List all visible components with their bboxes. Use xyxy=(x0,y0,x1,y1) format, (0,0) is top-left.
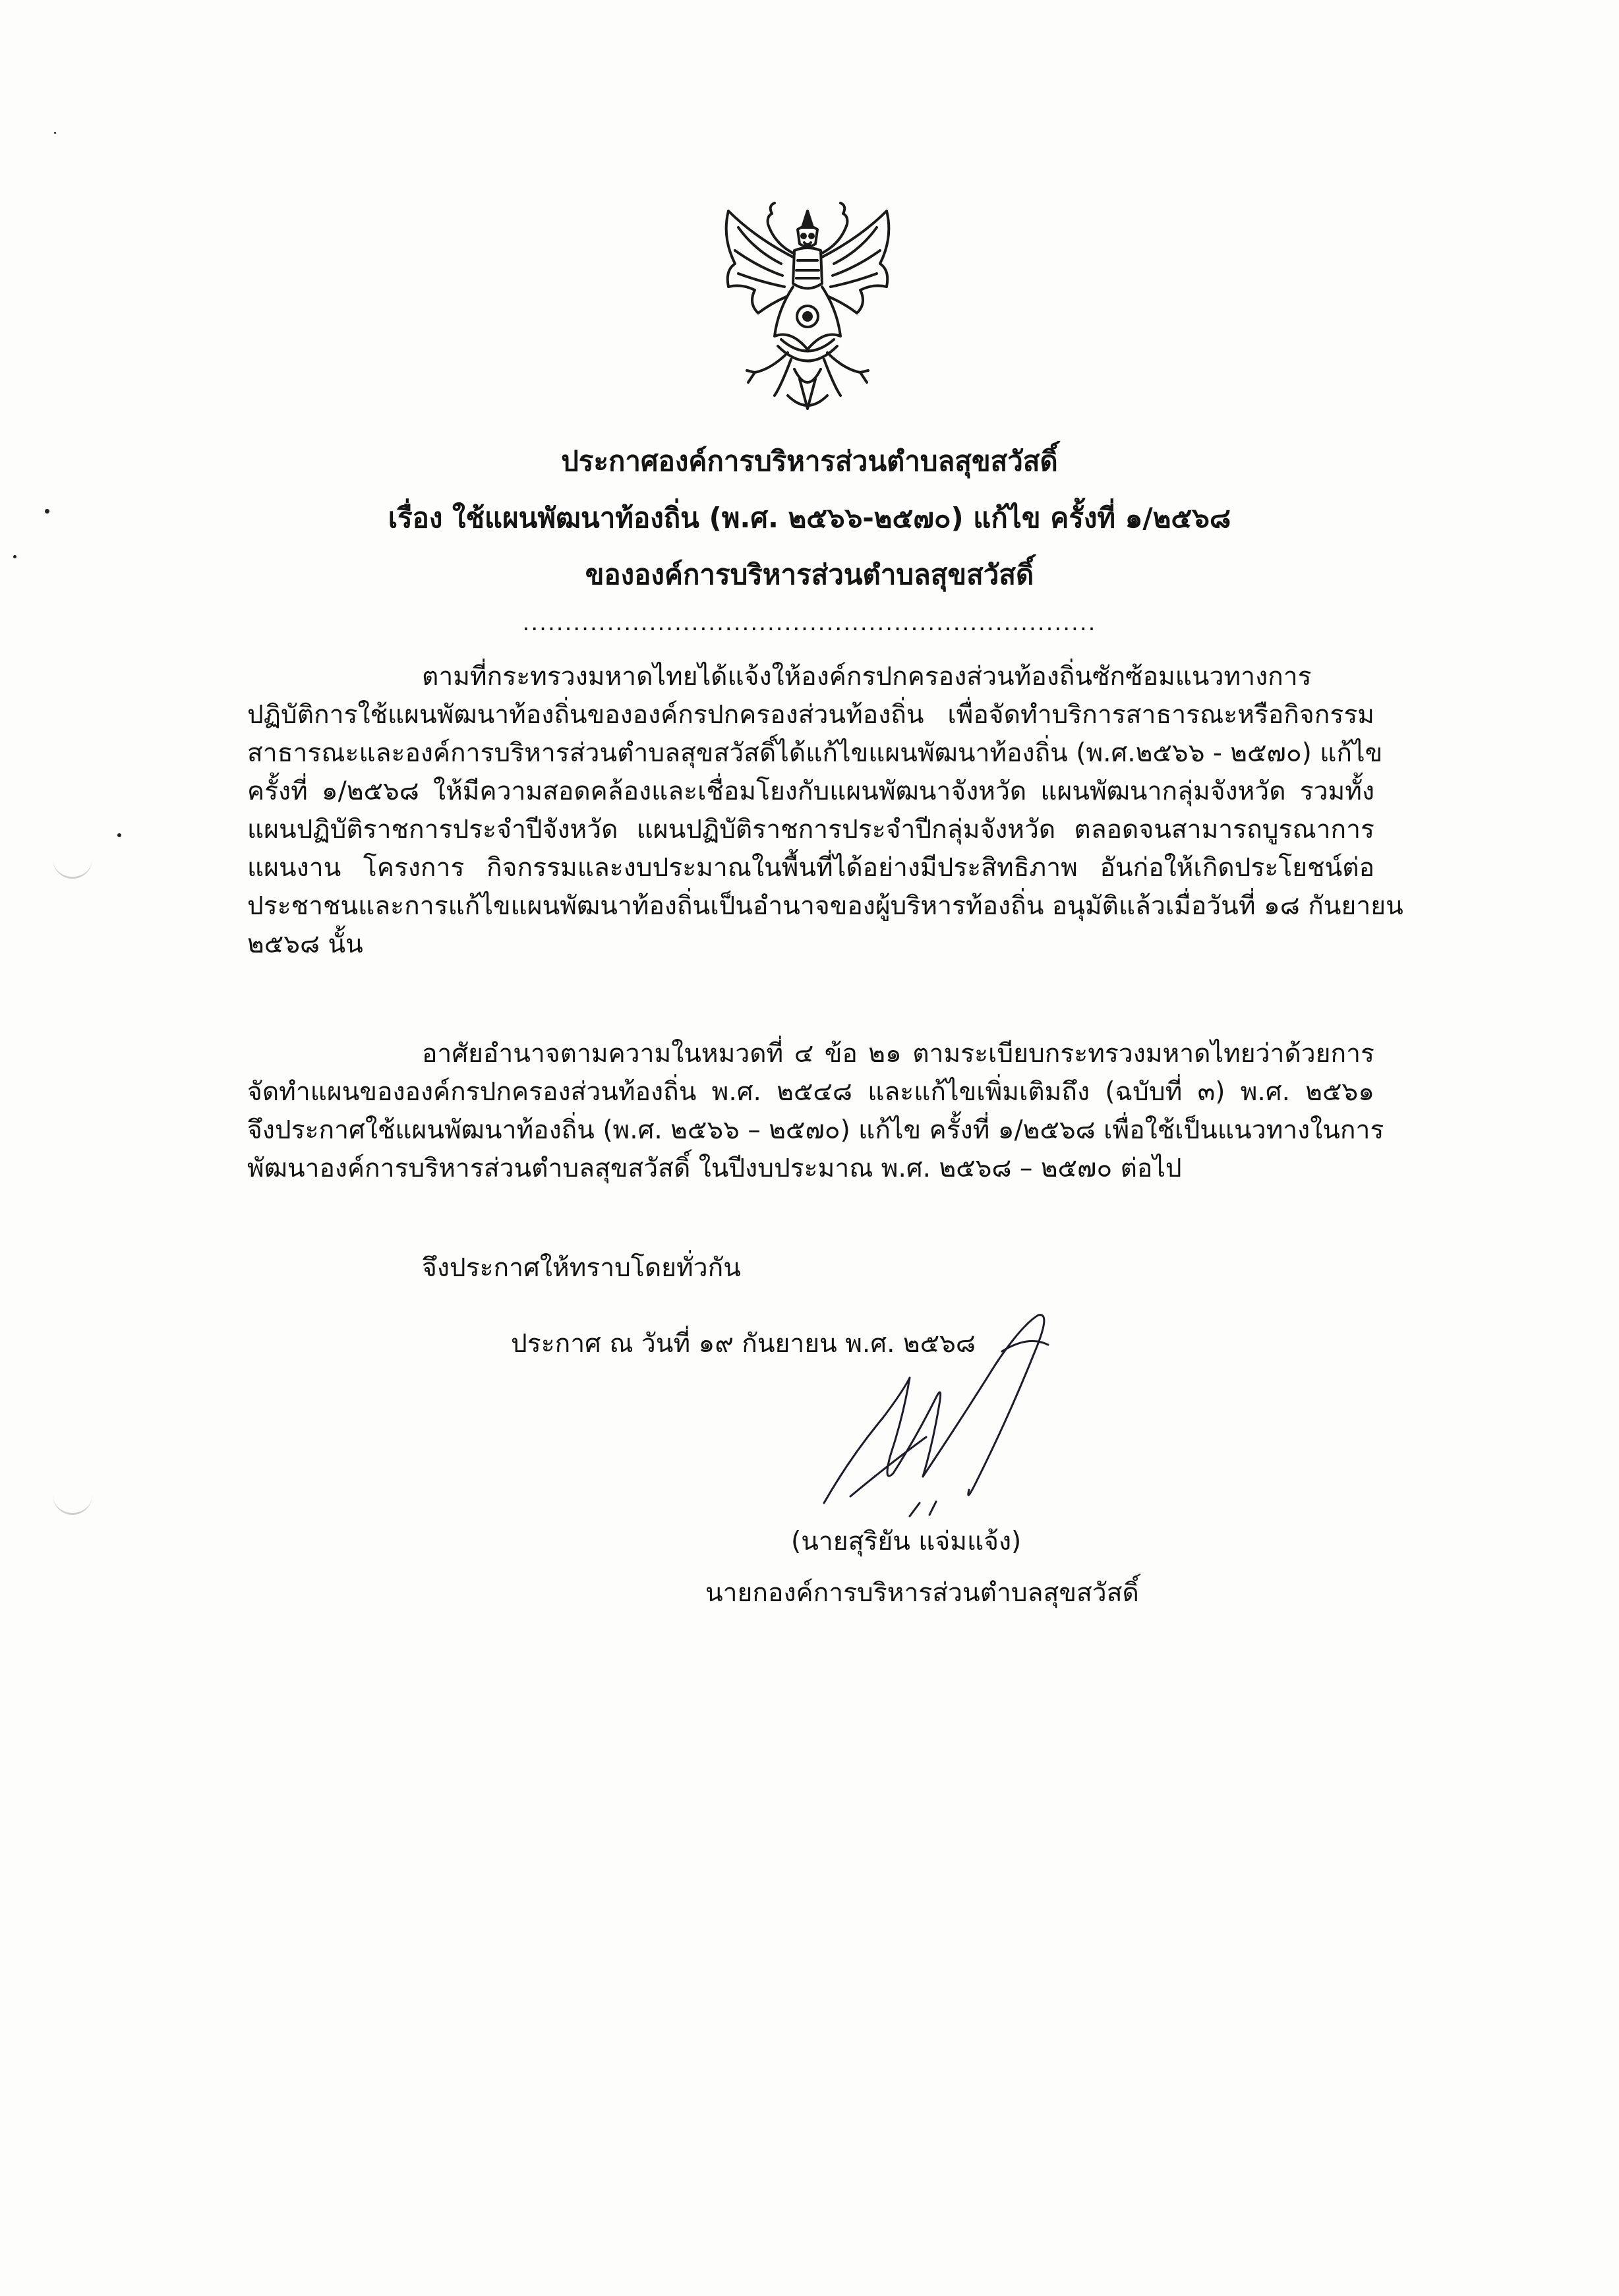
scan-speck xyxy=(45,509,49,514)
announcement-subject: เรื่อง ใช้แผนพัฒนาท้องถิ่น (พ.ศ. ๒๕๖๖-๒๕๗๐) แก้ไข ครั้งที่ ๑/๒๕๖๘ xyxy=(388,502,1231,534)
garuda-emblem-icon xyxy=(709,198,906,422)
announcement-title: ประกาศองค์การบริหารส่วนตำบลสุขสวัสดิ์ xyxy=(561,445,1058,477)
scan-speck xyxy=(13,555,16,558)
punch-hole-mark xyxy=(53,850,92,879)
paragraph-line: พัฒนาองค์การบริหารส่วนตำบลสุขสวัสดิ์ ในปีงบประมาณ พ.ศ. ๒๕๖๘ – ๒๕๗๐ ต่อไป xyxy=(247,1154,1182,1183)
paragraph-line: ๒๕๖๘ นั้น xyxy=(247,929,363,959)
body-paragraph-1 xyxy=(247,658,1403,964)
paragraph-line: แผนปฏิบัติราชการประจำปีจังหวัด แผนปฏิบัติราชการประจำปีกลุ่มจังหวัด ตลอดจนสามารถบูรณาการ xyxy=(247,815,1374,844)
paragraph-line: จึงประกาศใช้แผนพัฒนาท้องถิ่น (พ.ศ. ๒๕๖๖ – ๒๕๗๐) แก้ไข ครั้งที่ ๑/๒๕๖๘ เพื่อใช้เป็นแนวทางในการ xyxy=(247,1115,1384,1145)
paragraph-line: ประชาชนและการแก้ไขแผนพัฒนาท้องถิ่นเป็นอำนาจของผู้บริหารท้องถิ่น อนุมัติแล้วเมื่อวันที่ ๑๘ กันยายน xyxy=(247,891,1403,921)
paragraph-line: จัดทำแผนขององค์กรปกครองส่วนท้องถิ่น พ.ศ. ๒๕๔๘ และแก้ไขเพิ่มเติมถึง (ฉบับที่ ๓) พ.ศ. ๒๕๖๑ xyxy=(247,1077,1374,1107)
paragraph-line: ตามที่กระทรวงมหาดไทยได้แจ้งให้องค์กรปกครองส่วนท้องถิ่นซักซ้อมแนวทางการ xyxy=(422,662,1312,692)
announcement-date: ประกาศ ณ วันที่ ๑๙ กันยายน พ.ศ. ๒๕๖๘ xyxy=(511,1329,976,1359)
paragraph-line: สาธารณะและองค์การบริหารส่วนตำบลสุขสวัสดิ์ได้แก้ไขแผนพัฒนาท้องถิ่น (พ.ศ.๒๕๖๖ - ๒๕๗๐) แก้ไข xyxy=(247,738,1383,768)
closing-statement: จึงประกาศให้ทราบโดยทั่วกัน xyxy=(422,1253,741,1283)
signer-name: (นายสุริยัน แจ่มแจ้ง) xyxy=(791,1527,1022,1556)
paragraph-line: แผนงาน โครงการ กิจกรรมและงบประมาณในพื้นที่ได้อย่างมีประสิทธิภาพ อันก่อให้เกิดประโยชน์ต่อ xyxy=(247,853,1374,883)
paragraph-line: อาศัยอำนาจตามความในหมวดที่ ๔ ข้อ ๒๑ ตามระเบียบกระทรวงมหาดไทยว่าด้วยการ xyxy=(422,1039,1374,1069)
paragraph-line: ปฏิบัติการใช้แผนพัฒนาท้องถิ่นขององค์กรปกครองส่วนท้องถิ่น เพื่อจัดทำบริการสาธารณะหรือกิจกรรม xyxy=(247,700,1374,730)
body-paragraph-2 xyxy=(247,1035,1384,1188)
signer-position: นายกองค์การบริหารส่วนตำบลสุขสวัสดิ์ xyxy=(705,1578,1139,1608)
paragraph-line: ครั้งที่ ๑/๒๕๖๘ ให้มีความสอดคล้องและเชื่อมโยงกับแผนพัฒนาจังหวัด แผนพัฒนากลุ่มจังหวัด รวมทั้ง xyxy=(247,777,1374,806)
scan-speck xyxy=(117,833,121,837)
title-separator: .................................................................... xyxy=(522,610,1097,636)
punch-hole-mark xyxy=(53,1487,92,1515)
handwritten-signature xyxy=(811,1305,1088,1529)
scan-speck xyxy=(54,132,56,134)
announcement-issuer: ขององค์การบริหารส่วนตำบลสุขสวัสดิ์ xyxy=(585,558,1034,591)
